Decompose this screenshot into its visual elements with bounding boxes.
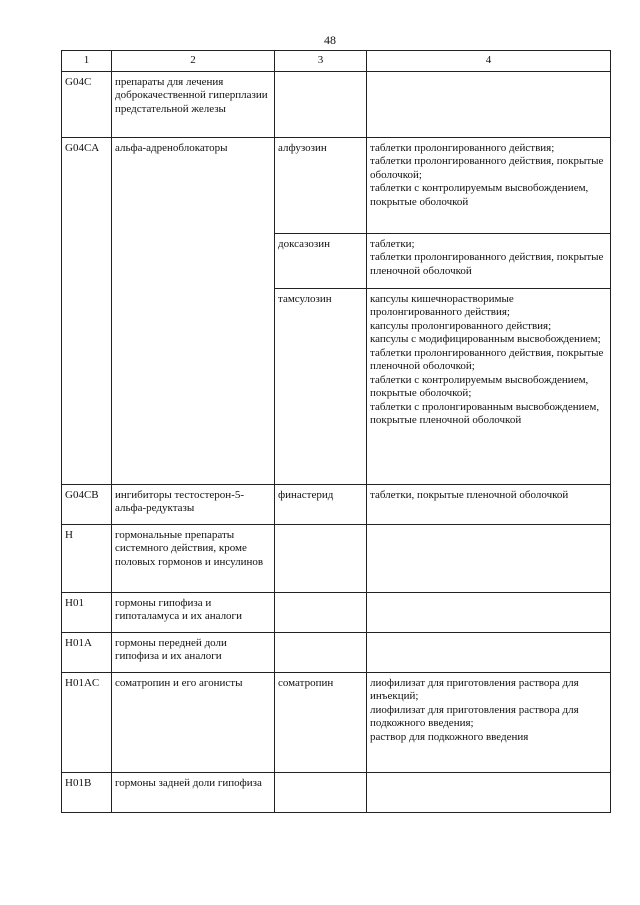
atc-code: G04C [62,71,112,137]
dosage-form: раствор для подкожного введения [370,730,529,743]
drug-name: тамсулозин [275,288,367,484]
column-header: 4 [367,51,611,72]
dosage-form: таблетки, покрытые пленочной оболочкой [370,488,569,501]
table-row [62,592,611,632]
dosage-forms [367,233,611,288]
column-header: 1 [62,51,112,72]
group-name-continued [112,288,275,484]
atc-code-continued [62,288,112,484]
medication-table [61,50,611,813]
table-row [62,71,611,137]
dosage-forms [367,524,611,592]
dosage-forms [367,592,611,632]
atc-code: H01 [62,592,112,632]
dosage-form: капсулы кишечнорастворимые пролонгированного действия; [370,292,514,318]
group-name: гормональные препараты системного действия, кроме половых гормонов и инсулинов [112,524,275,592]
dosage-forms [367,672,611,772]
drug-name: финастерид [275,484,367,524]
page-number: 48 [324,33,336,47]
table-row [62,632,611,672]
drug-name: соматропин [275,672,367,772]
dosage-forms [367,632,611,672]
drug-name [275,524,367,592]
dosage-form: капсулы пролонгированного действия; [370,319,552,332]
drug-name [275,632,367,672]
atc-code: G04CA [62,137,112,233]
dosage-form: таблетки с контролируемым высвобождением, покрытые оболочкой [370,182,589,208]
dosage-form: капсулы с модифицированным высвобождением; [370,333,601,345]
drug-name [275,71,367,137]
atc-code: H01AC [62,672,112,772]
group-name-continued [112,233,275,288]
drug-name: доксазозин [275,233,367,288]
dosage-forms [367,772,611,812]
dosage-forms [367,137,611,233]
dosage-form: таблетки пролонгированного действия, покрытые пленочной оболочкой; [370,346,604,372]
dosage-form: таблетки пролонгированного действия, покрытые пленочной оболочкой [370,251,604,277]
atc-code-continued [62,233,112,288]
dosage-form: лиофилизат для приготовления раствора для инъекций; [370,676,579,702]
dosage-form: таблетки с контролируемым высвобождением, покрытые оболочкой; [370,373,589,399]
group-name: альфа-адреноблокаторы [112,137,275,233]
table-row [62,288,611,484]
group-name: препараты для лечения доброкачественной гиперплазии предстательной железы [112,71,275,137]
drug-name: алфузозин [275,137,367,233]
table-row [62,524,611,592]
group-name: гормоны задней доли гипофиза [112,772,275,812]
dosage-forms [367,484,611,524]
table-header-row [62,51,611,72]
dosage-form: таблетки пролонгированного действия, покрытые оболочкой; [370,155,604,181]
atc-code: G04CB [62,484,112,524]
atc-code: H [62,524,112,592]
group-name: соматропин и его агонисты [112,672,275,772]
dosage-form: лиофилизат для приготовления раствора для подкожного введения; [370,703,579,729]
group-name: гормоны передней доли гипофиза и их аналоги [112,632,275,672]
table-row [62,233,611,288]
table-row [62,137,611,233]
dosage-forms [367,288,611,484]
table-row [62,772,611,812]
table-row [62,484,611,524]
table-row [62,672,611,772]
dosage-form: таблетки; [370,237,415,250]
dosage-form: таблетки с пролонгированным высвобождением, покрытые пленочной оболочкой [370,400,600,426]
drug-name [275,772,367,812]
group-name: ингибиторы тестостерон-5-альфа-редуктазы [112,484,275,524]
atc-code: H01A [62,632,112,672]
drug-name [275,592,367,632]
column-header: 2 [112,51,275,72]
dosage-forms [367,71,611,137]
column-header: 3 [275,51,367,72]
atc-code: H01B [62,772,112,812]
dosage-form: таблетки пролонгированного действия; [370,141,555,154]
group-name: гормоны гипофиза и гипоталамуса и их аналоги [112,592,275,632]
